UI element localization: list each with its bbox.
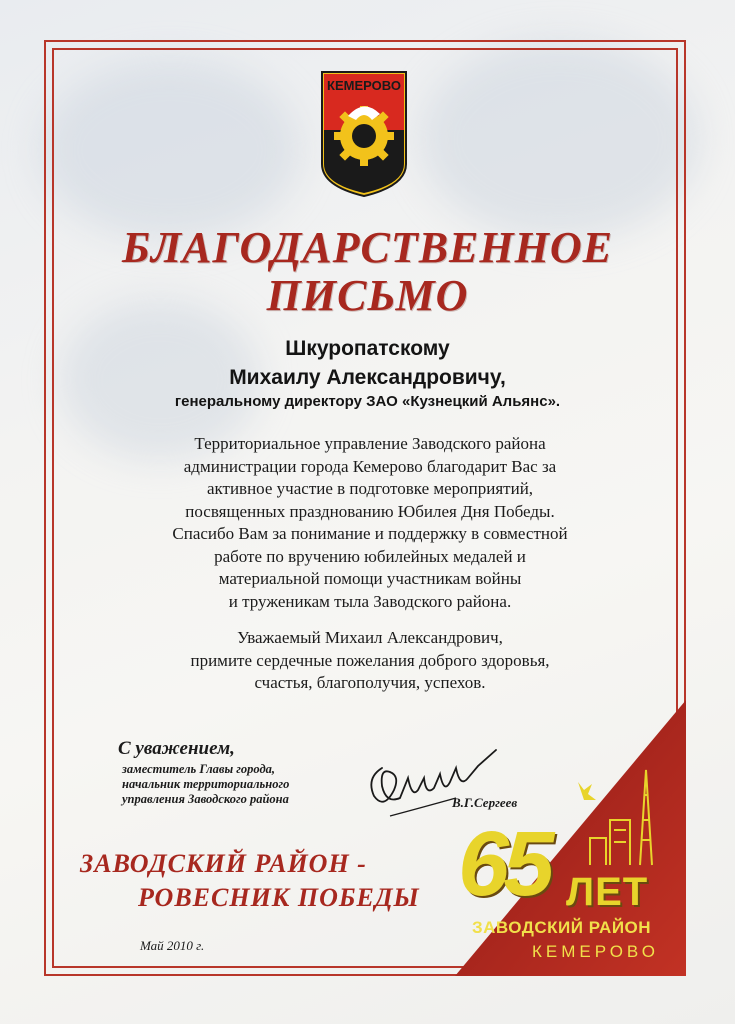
letter-date: Май 2010 г. <box>140 938 205 953</box>
body-line: счастья, благополучия, успехов. <box>254 673 486 692</box>
body-line: Территориальное управление Заводского района <box>194 434 546 453</box>
title-line-1: БЛАГОДАРСТВЕННОЕ <box>122 223 613 272</box>
body-line: и труженикам тыла Заводского района. <box>228 591 512 611</box>
signer-position-line: начальник территориального <box>122 777 290 791</box>
slogan-line-1: ЗАВОДСКИЙ РАЙОН - <box>80 849 367 878</box>
anniversary-city: КЕМЕРОВО <box>532 942 659 961</box>
anniversary-word: ЛЕТ <box>566 870 649 914</box>
anniversary-number: 65 <box>458 813 549 915</box>
body-line: работе по вручению юбилейных медалей и <box>214 546 526 566</box>
title-line-2: ПИСЬМО <box>266 271 469 320</box>
body-line: активное участие в подготовке мероприятий, <box>206 479 534 498</box>
body-line: примите сердечные пожелания доброго здоровья, <box>190 650 550 670</box>
slogan-line-2: РОВЕСНИК ПОБЕДЫ <box>138 883 420 912</box>
signer-name: В.Г.Сергеев <box>452 795 518 810</box>
body-paragraph-2 <box>100 627 640 695</box>
body-line: администрации города Кемерово благодарит Вас за <box>183 456 557 476</box>
body-line: Уважаемый Михаил Александрович, <box>237 628 503 647</box>
signer-position-line: управления Заводского района <box>122 792 289 806</box>
regards-text: С уважением, <box>118 738 235 759</box>
factory-towers-icon <box>570 760 680 870</box>
recipient-surname: Шкуропатскому <box>285 337 450 360</box>
crest-city-label: КЕМЕРОВО <box>327 78 401 93</box>
body-line: Спасибо Вам за понимание и поддержку в совместной <box>172 524 568 543</box>
body-line: посвященных празднованию Юбилея Дня Победы. <box>185 501 555 521</box>
signer-position-line: заместитель Главы города, <box>122 762 276 776</box>
recipient-name: Михаилу Александровичу, <box>229 366 506 389</box>
recipient-position: генеральному директору ЗАО «Кузнецкий Альянс». <box>174 393 561 410</box>
kemerovo-crest-icon <box>318 68 410 198</box>
signature-block <box>118 738 289 807</box>
body-line: материальной помощи участникам войны <box>218 569 522 588</box>
anniversary-district: ЗАВОДСКИЙ РАЙОН <box>472 918 652 937</box>
body-paragraph-1 <box>100 433 640 613</box>
